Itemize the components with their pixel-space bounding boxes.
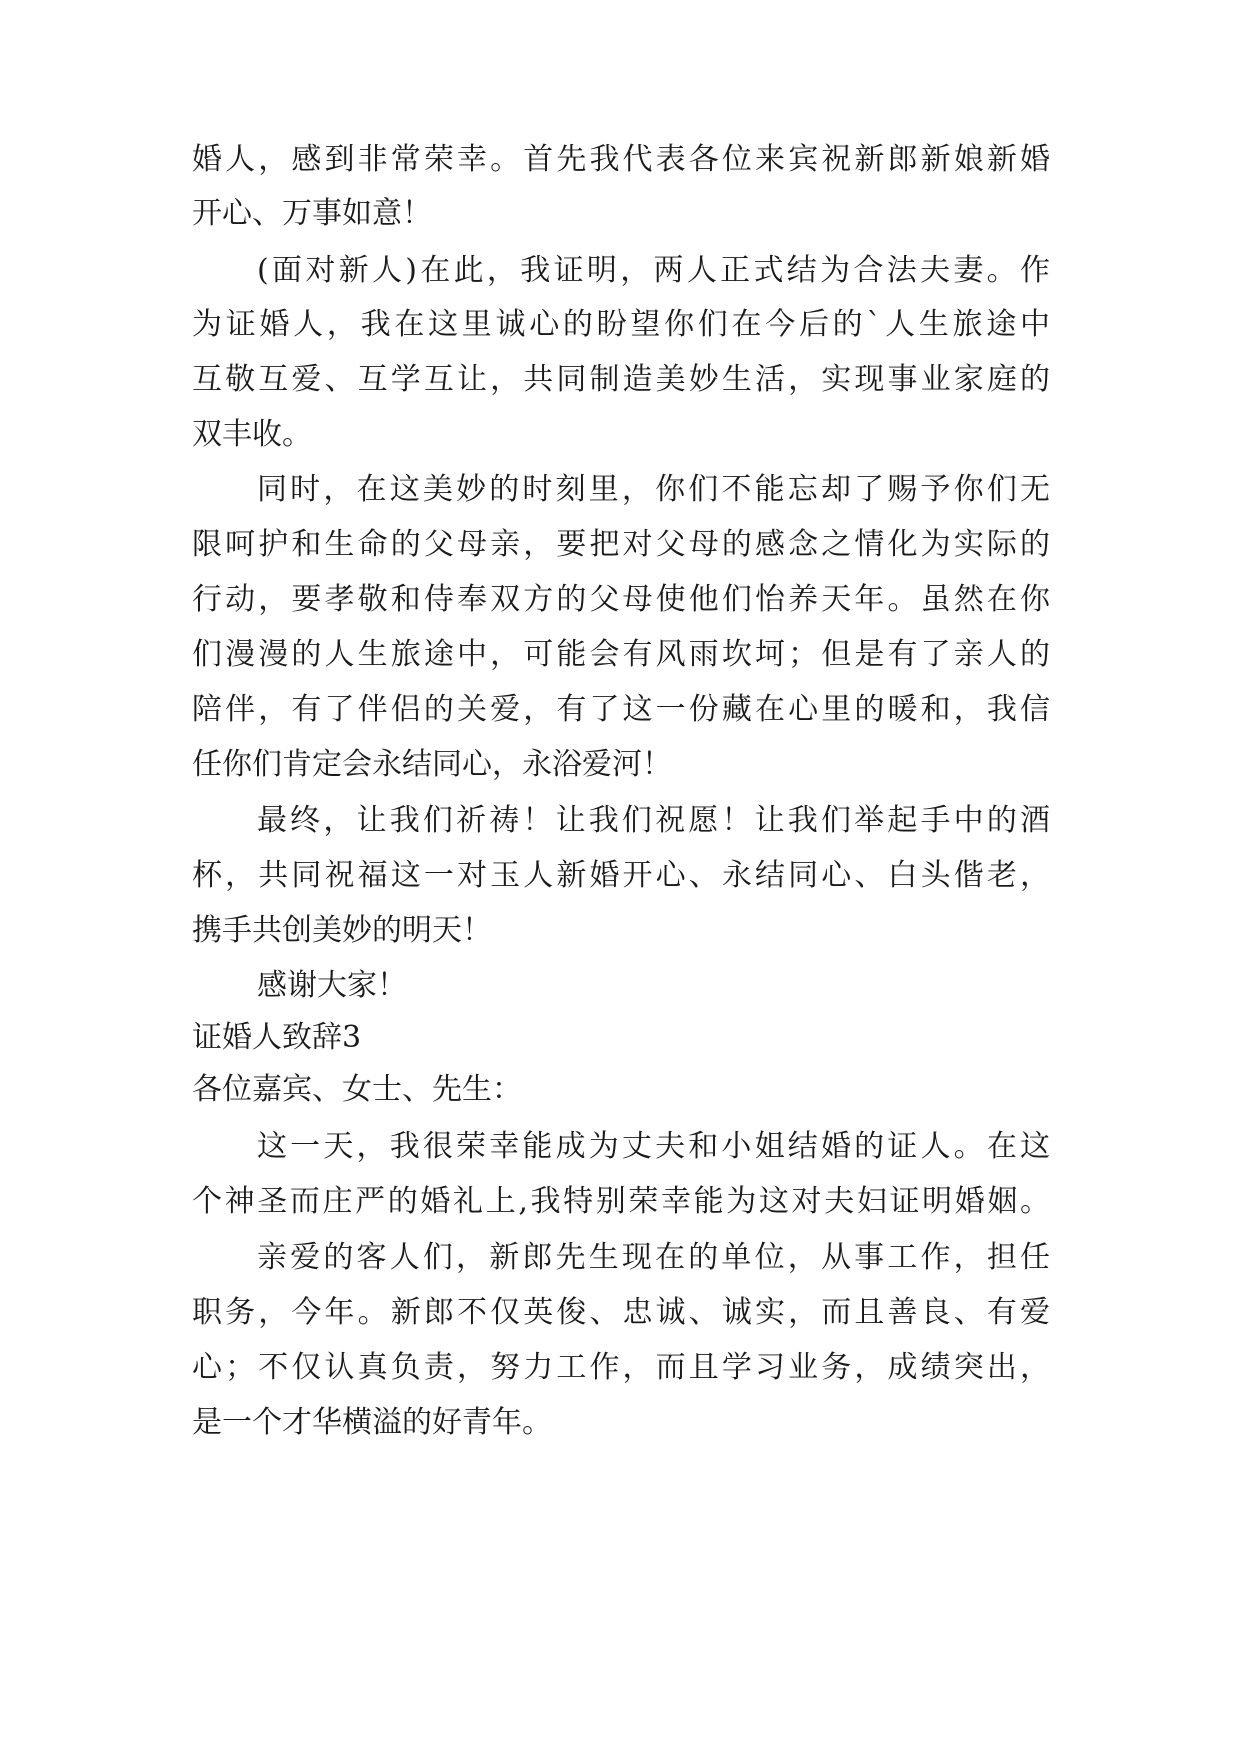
text-line: 感谢大家！ — [257, 968, 407, 1003]
text-line: 同时，在这美妙的时刻里，你们不能忘却了赐予你们无 — [257, 472, 1050, 507]
text-line: 个神圣而庄严的婚礼上,我特别荣幸能为这对夫妇证明婚姻。 — [192, 1184, 1050, 1219]
text-line: 是一个才华横溢的好青年。 — [192, 1405, 552, 1440]
text-line: 杯，共同祝福这一对玉人新婚开心、永结同心、白头偕老， — [192, 858, 1050, 893]
text-line: 携手共创美妙的明天！ — [192, 913, 492, 948]
salutation: 各位嘉宾、女士、先生： — [192, 1072, 522, 1107]
section-heading: 证婚人致辞3 — [192, 1020, 362, 1055]
text-line: (面对新人)在此，我证明，两人正式结为合法夫妻。作 — [257, 253, 1050, 288]
text-line: 职务，今年。新郎不仅英俊、忠诚、诚实，而且善良、有爱 — [192, 1295, 1050, 1330]
text-line: 任你们肯定会永结同心，永浴爱河！ — [192, 747, 672, 782]
text-line: 为证婚人，我在这里诚心的盼望你们在今后的`人生旅途中 — [192, 307, 1050, 342]
text-line: 婚人，感到非常荣幸。首先我代表各位来宾祝新郎新娘新婚 — [192, 142, 1050, 177]
text-line: 陪伴，有了伴侣的关爱，有了这一份藏在心里的暖和，我信 — [192, 692, 1050, 727]
text-line: 心；不仅认真负责，努力工作，而且学习业务，成绩突出， — [192, 1350, 1050, 1385]
text-line: 行动，要孝敬和侍奉双方的父母使他们怡养天年。虽然在你 — [192, 582, 1050, 617]
text-line: 最终，让我们祈祷！让我们祝愿！让我们举起手中的酒 — [257, 803, 1050, 838]
text-line: 限呵护和生命的父母亲，要把对父母的感念之情化为实际的 — [192, 527, 1050, 562]
text-line: 互敬互爱、互学互让，共同制造美妙生活，实现事业家庭的 — [192, 362, 1050, 397]
text-line: 开心、万事如意！ — [192, 196, 432, 231]
text-line: 这一天，我很荣幸能成为丈夫和小姐结婚的证人。在这 — [257, 1129, 1050, 1164]
text-line: 亲爱的客人们，新郎先生现在的单位，从事工作，担任 — [257, 1240, 1050, 1275]
text-line: 双丰收。 — [192, 417, 312, 452]
text-line: 们漫漫的人生旅途中，可能会有风雨坎坷；但是有了亲人的 — [192, 637, 1050, 672]
